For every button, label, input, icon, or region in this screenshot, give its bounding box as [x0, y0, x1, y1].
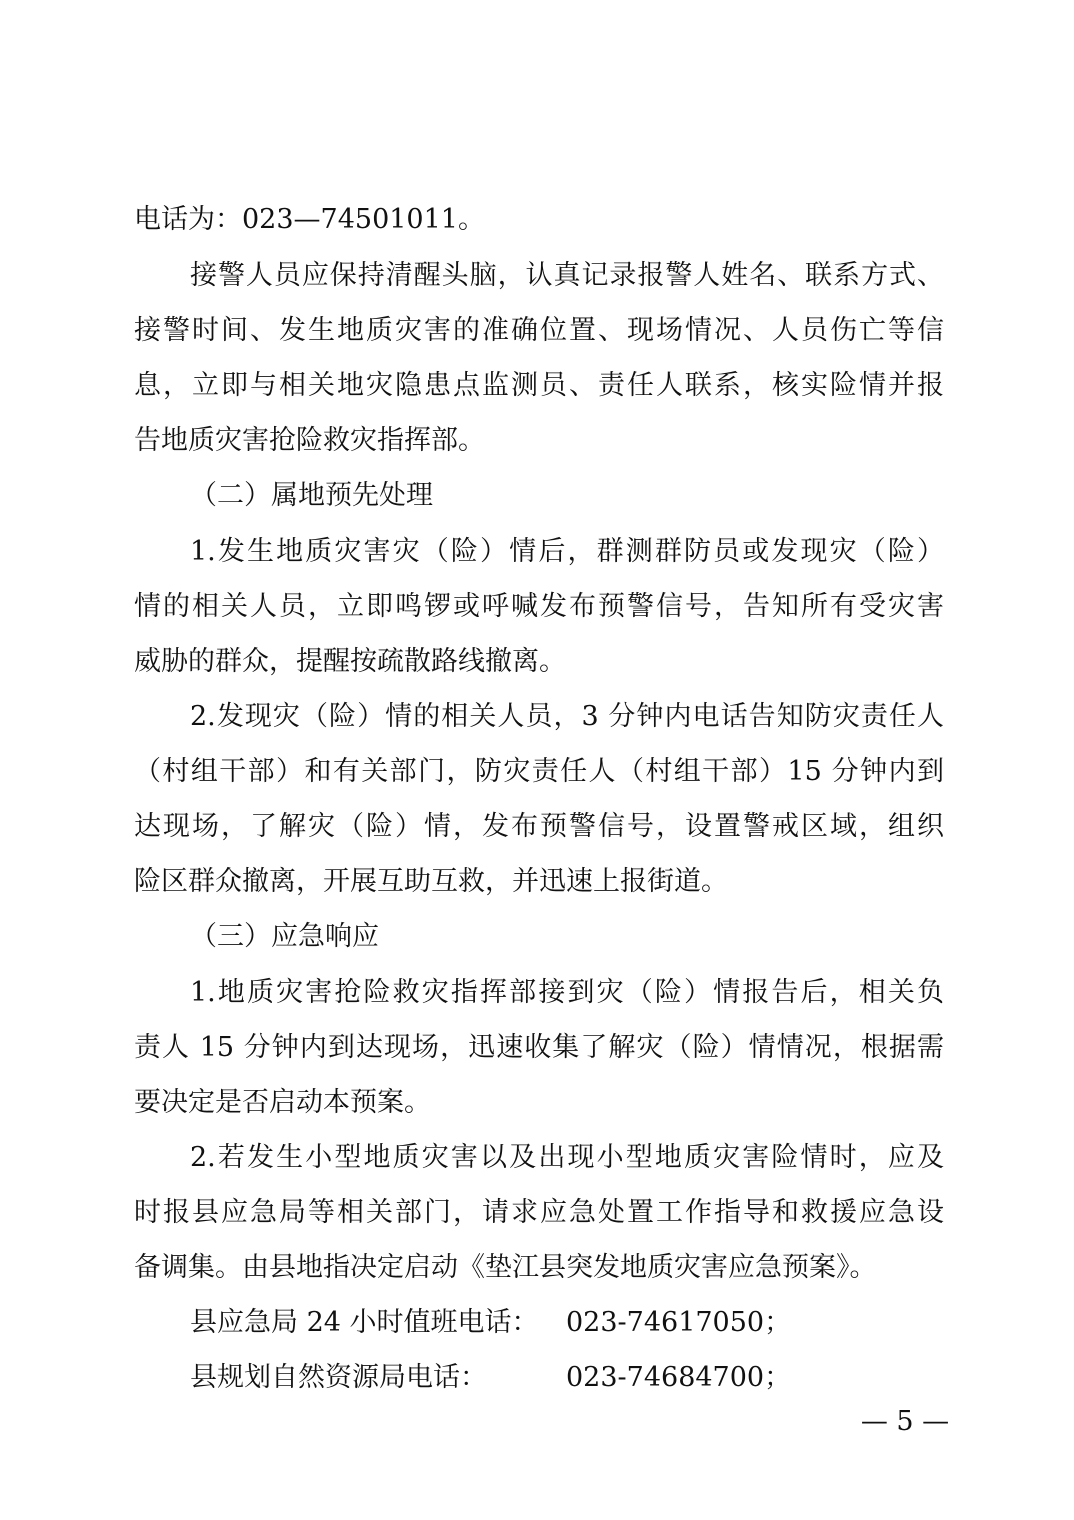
text-line: 2.若发生小型地质灾害以及出现小型地质灾害险情时，应及 — [190, 1142, 944, 1173]
text-line: 接警人员应保持清醒头脑，认真记录报警人姓名、联系方式、 — [190, 260, 944, 291]
text-line: 险区群众撤离，开展互助互救，并迅速上报街道。 — [134, 866, 728, 897]
contact-label: 县应急局 24 小时值班电话： — [190, 1307, 539, 1338]
section-heading: （二）属地预先处理 — [190, 480, 433, 511]
text-line: 告地质灾害抢险救灾指挥部。 — [134, 425, 485, 456]
text-line: 达现场，了解灾（险）情，发布预警信号，设置警戒区域，组织 — [134, 811, 944, 842]
contact-label: 县规划自然资源局电话： — [190, 1362, 487, 1393]
section-heading: （三）应急响应 — [190, 921, 379, 952]
text-line: 1.发生地质灾害灾（险）情后，群测群防员或发现灾（险） — [190, 536, 944, 567]
contact-phone: 023-74617050； — [566, 1307, 792, 1338]
text-line: 息，立即与相关地灾隐患点监测员、责任人联系，核实险情并报 — [134, 370, 944, 401]
contact-line — [190, 1361, 790, 1395]
contact-phone: 023-74684700； — [566, 1362, 792, 1393]
text-line: 备调集。由县地指决定启动《垫江县突发地质灾害应急预案》。 — [134, 1252, 877, 1283]
text-line: 时报县应急局等相关部门，请求应急处置工作指导和救援应急设 — [134, 1197, 944, 1228]
text-line: 情的相关人员，立即鸣锣或呼喊发布预警信号，告知所有受灾害 — [134, 591, 944, 622]
text-line: 1.地质灾害抢险救灾指挥部接到灾（险）情报告后，相关负 — [190, 977, 944, 1008]
text-line: 电话为：023—74501011。 — [134, 204, 485, 235]
text-line: 要决定是否启动本预案。 — [134, 1087, 431, 1118]
text-line: （村组干部）和有关部门，防灾责任人（村组干部）15 分钟内到 — [134, 756, 944, 787]
text-line: 接警时间、发生地质灾害的准确位置、现场情况、人员伤亡等信 — [134, 315, 944, 346]
text-line: 2.发现灾（险）情的相关人员，3 分钟内电话告知防灾责任人 — [190, 701, 944, 732]
text-line: 责人 15 分钟内到达现场，迅速收集了解灾（险）情情况，根据需 — [134, 1032, 944, 1063]
page-number: — 5 — — [860, 1406, 950, 1437]
text-line: 威胁的群众，提醒按疏散路线撤离。 — [134, 646, 566, 677]
contact-line — [190, 1306, 790, 1340]
